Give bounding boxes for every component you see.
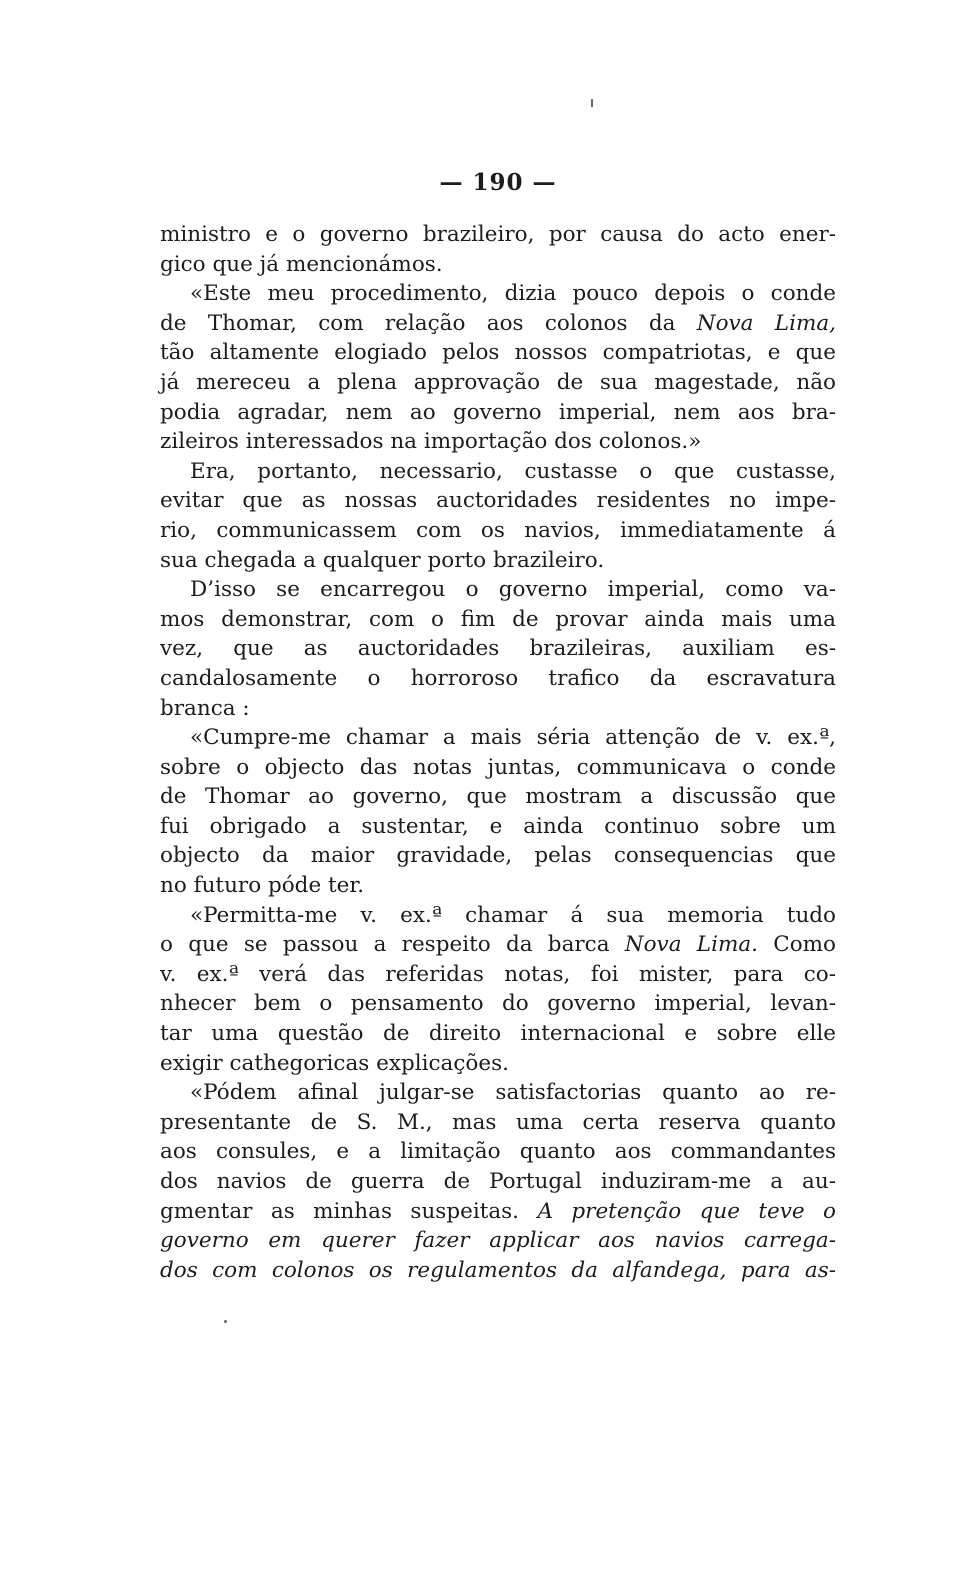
- text-segment: branca :: [160, 695, 250, 721]
- text-line: [160, 634, 836, 664]
- text-segment: exigir cathegoricas explicações.: [160, 1050, 509, 1076]
- paragraph: [160, 723, 836, 901]
- text-line: [160, 1256, 836, 1286]
- text-segment: ministro e o governo brazileiro, por causa do acto ener-: [160, 222, 836, 247]
- text-segment: «Este meu procedimento, dizia pouco depois o conde: [190, 281, 836, 307]
- paragraph: [160, 901, 836, 1079]
- text-line: [160, 309, 836, 339]
- text-line: [160, 1019, 836, 1049]
- paragraph: [160, 575, 836, 723]
- text-segment: nhecer bem o pensamento do governo imperial, levan-: [160, 991, 836, 1017]
- text-line: [160, 279, 836, 309]
- text-segment: zileiros interessados na importação dos colonos.»: [160, 429, 702, 455]
- italic-text-segment: A pretenção que teve o: [537, 1198, 836, 1224]
- text-segment: sua chegada a qualquer porto brazileiro.: [160, 547, 605, 573]
- text-segment: candalosamente o horroroso trafico da escravatura: [160, 665, 836, 691]
- text-segment: de Thomar ao governo, que mostram a discussão que: [160, 784, 836, 810]
- text-segment: «Cumpre-me chamar a mais séria attenção de v. ex.ª,: [190, 725, 836, 751]
- text-line: [160, 486, 836, 516]
- text-line: [160, 1049, 836, 1079]
- paragraph: [160, 220, 836, 279]
- text-line: [160, 457, 836, 487]
- text-segment: tar uma questão de direito internacional e sobre elle: [160, 1021, 836, 1047]
- text-line: [160, 664, 836, 694]
- text-segment: dos navios de guerra de Portugal induziram-me a au-: [160, 1169, 836, 1194]
- text-line: [160, 960, 836, 990]
- text-segment: o que se passou a respeito da barca: [160, 932, 625, 958]
- page-body: [160, 220, 836, 1285]
- text-line: [160, 901, 836, 931]
- text-line: [160, 871, 836, 901]
- text-segment: de Thomar, com relação aos colonos da: [160, 310, 697, 336]
- text-line: [160, 1078, 836, 1108]
- text-line: [160, 398, 836, 428]
- text-line: [160, 989, 836, 1019]
- text-line: [160, 753, 836, 783]
- text-line: [160, 546, 836, 576]
- text-segment: D’isso se encarregou o governo imperial, como va-: [190, 577, 836, 603]
- text-line: [160, 338, 836, 368]
- text-segment: «Pódem afinal julgar-se satisfactorias quanto ao re-: [190, 1080, 836, 1106]
- text-segment: gico que já mencionámos.: [160, 251, 443, 277]
- text-segment: Era, portanto, necessario, custasse o que custasse,: [190, 458, 836, 484]
- text-line: [160, 1167, 836, 1197]
- paragraph: [160, 1078, 836, 1285]
- text-line: [160, 427, 836, 457]
- text-line: [160, 723, 836, 753]
- text-segment: já mereceu a plena approvação de sua magestade, não: [160, 369, 836, 395]
- text-line: [160, 605, 836, 635]
- text-segment: rio, communicassem com os navios, immediatamente á: [160, 517, 836, 543]
- text-segment: podia agradar, nem ao governo imperial, nem aos bra-: [160, 399, 836, 425]
- scan-artifact-bottom: [224, 1320, 227, 1323]
- text-line: [160, 694, 836, 724]
- text-segment: mos demonstrar, com o fim de provar ainda mais uma: [160, 606, 836, 632]
- text-segment: tão altamente elogiado pelos nossos compatriotas, e que: [160, 340, 836, 366]
- italic-text-segment: Nova Lima,: [696, 310, 836, 336]
- text-segment: v. ex.ª verá das referidas notas, foi mister, para co-: [160, 961, 836, 987]
- text-line: [160, 930, 836, 960]
- text-line: [160, 1226, 836, 1256]
- paragraph: [160, 279, 836, 457]
- text-line: [160, 575, 836, 605]
- paragraph: [160, 457, 836, 575]
- text-segment: evitar que as nossas auctoridades residentes no impe-: [160, 488, 836, 514]
- italic-text-segment: Nova Lima.: [624, 932, 758, 958]
- text-segment: aos consules, e a limitação quanto aos commandantes: [160, 1139, 836, 1165]
- text-segment: objecto da maior gravidade, pelas consequencias que: [160, 843, 836, 869]
- text-line: [160, 1197, 836, 1227]
- italic-text-segment: dos com colonos os regulamentos da alfandega, para as-: [160, 1257, 836, 1283]
- text-line: [160, 516, 836, 546]
- text-segment: fui obrigado a sustentar, e ainda continuo sobre um: [160, 813, 836, 839]
- scan-artifact-top: [591, 99, 593, 107]
- text-segment: sobre o objecto das notas juntas, communicava o conde: [160, 754, 836, 780]
- text-segment: no futuro póde ter.: [160, 873, 365, 899]
- page-number-header: — 190 —: [439, 169, 557, 196]
- text-segment: Como: [758, 932, 837, 958]
- text-line: [160, 368, 836, 398]
- text-line: [160, 1137, 836, 1167]
- text-line: [160, 841, 836, 871]
- text-line: [160, 1108, 836, 1138]
- text-segment: gmentar as minhas suspeitas.: [160, 1198, 538, 1224]
- text-segment: vez, que as auctoridades brazileiras, auxiliam es-: [160, 636, 836, 662]
- text-segment: «Permitta-me v. ex.ª chamar á sua memoria tudo: [190, 902, 836, 928]
- text-line: [160, 250, 836, 280]
- text-segment: presentante de S. M., mas uma certa reserva quanto: [160, 1109, 836, 1135]
- text-line: [160, 220, 836, 250]
- italic-text-segment: governo em querer fazer applicar aos navios carrega-: [160, 1228, 836, 1254]
- text-line: [160, 812, 836, 842]
- text-line: [160, 782, 836, 812]
